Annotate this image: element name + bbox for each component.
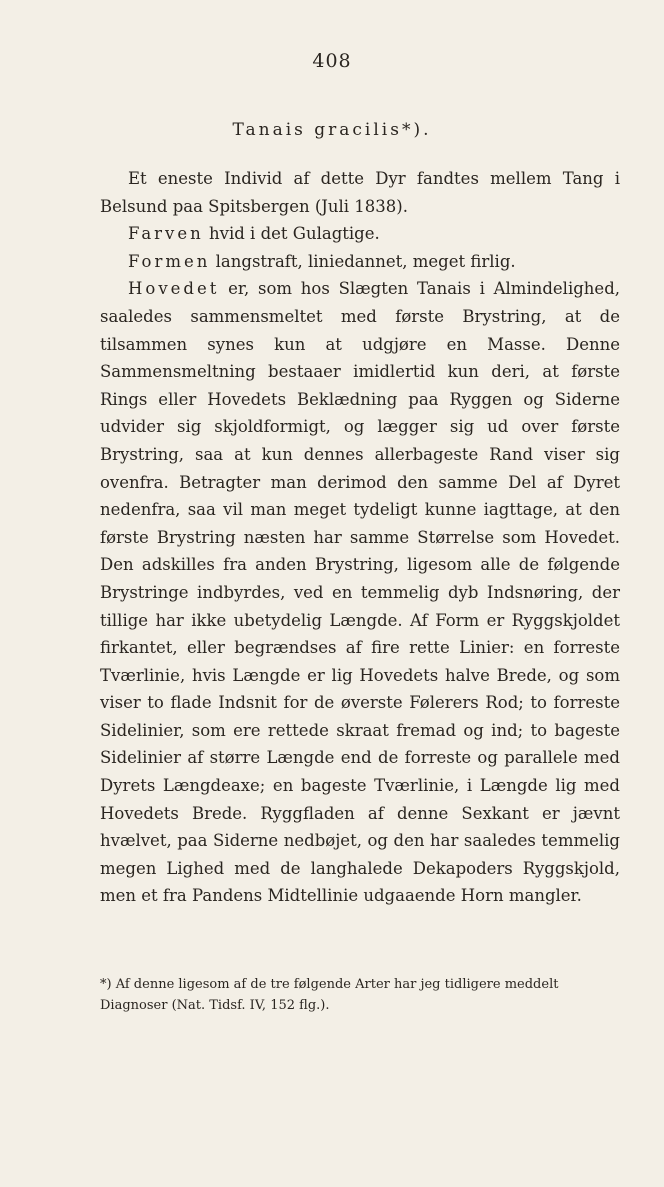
paragraph-lead: Formen xyxy=(128,251,211,271)
page-number: 408 xyxy=(312,50,352,72)
paragraph-text: Et eneste Individ af dette Dyr fandtes mellem Tang i Belsund paa Spitsbergen (Juli 1838). xyxy=(100,169,620,216)
paragraph-text: er, som hos Slægten Tanais i Almindelighed, saaledes sammensmeltet med første Brystring, at de tilsammen synes kun at udgjøre en Masse. Denne Sammensmeltning bestaaer imidlertid kun deri, at første Rings eller Hovedets Beklædning paa Ryggen og Siderne udvider sig skjoldformigt, og lægger sig ud over første Brystring, saa at kun dennes allerbageste Rand viser sig ovenfra. Betragter man derimod den samme Del af Dyret nedenfra, saa vil man meget tydeligt kunne iagttage, at den første Brystring næsten har samme Størrelse som Hovedet. Den adskilles fra anden Brystring, ligesom alle de følgende Brystringe indbyrdes, ved en temmelig dyb Indsnøring, der tillige har ikke ubetydelig Længde. Af Form er Ryggskjoldet firkantet, eller begrændses af fire rette Linier: en forreste Tværlinie, hvis Længde er lig Hovedets halve Brede, og som viser to flade Indsnit for de øverste Følerers Rod; to forreste Sidelinier, som ere rettede skraat fremad og ind; to bageste Sidelinier af større Længde end de forreste og parallele med Dyrets Længdeaxe; en bageste Tværlinie, i Længde lig med Hovedets Brede. Ryggfladen af denne Sexkant er jævnt hvælvet, paa Siderne nedbøjet, og den har saaledes temmelig megen Lighed med de langhalede Dekapoders Ryggskjold, men et fra Pandens Midtellinie udgaaende Horn mangler. xyxy=(100,279,620,906)
paragraph xyxy=(100,220,620,248)
paragraph-text: langstraft, liniedannet, meget firlig. xyxy=(210,251,516,271)
footnote-text: *) Af denne ligesom af de tre følgende Arter har jeg tidligere meddelt Diagnoser (Nat. Tidsf. IV, 152 flg.). xyxy=(100,977,559,1013)
paragraph-lead: Farven xyxy=(128,224,204,244)
paragraph-lead: Hovedet xyxy=(128,279,220,299)
footnote xyxy=(100,974,620,1016)
paragraph xyxy=(100,165,620,220)
body-text xyxy=(100,165,620,910)
paragraph-text: hvid i det Gulagtige. xyxy=(203,224,380,244)
paragraph xyxy=(100,275,620,910)
paragraph xyxy=(100,248,620,276)
page-title: Tanais gracilis*). xyxy=(232,120,432,140)
